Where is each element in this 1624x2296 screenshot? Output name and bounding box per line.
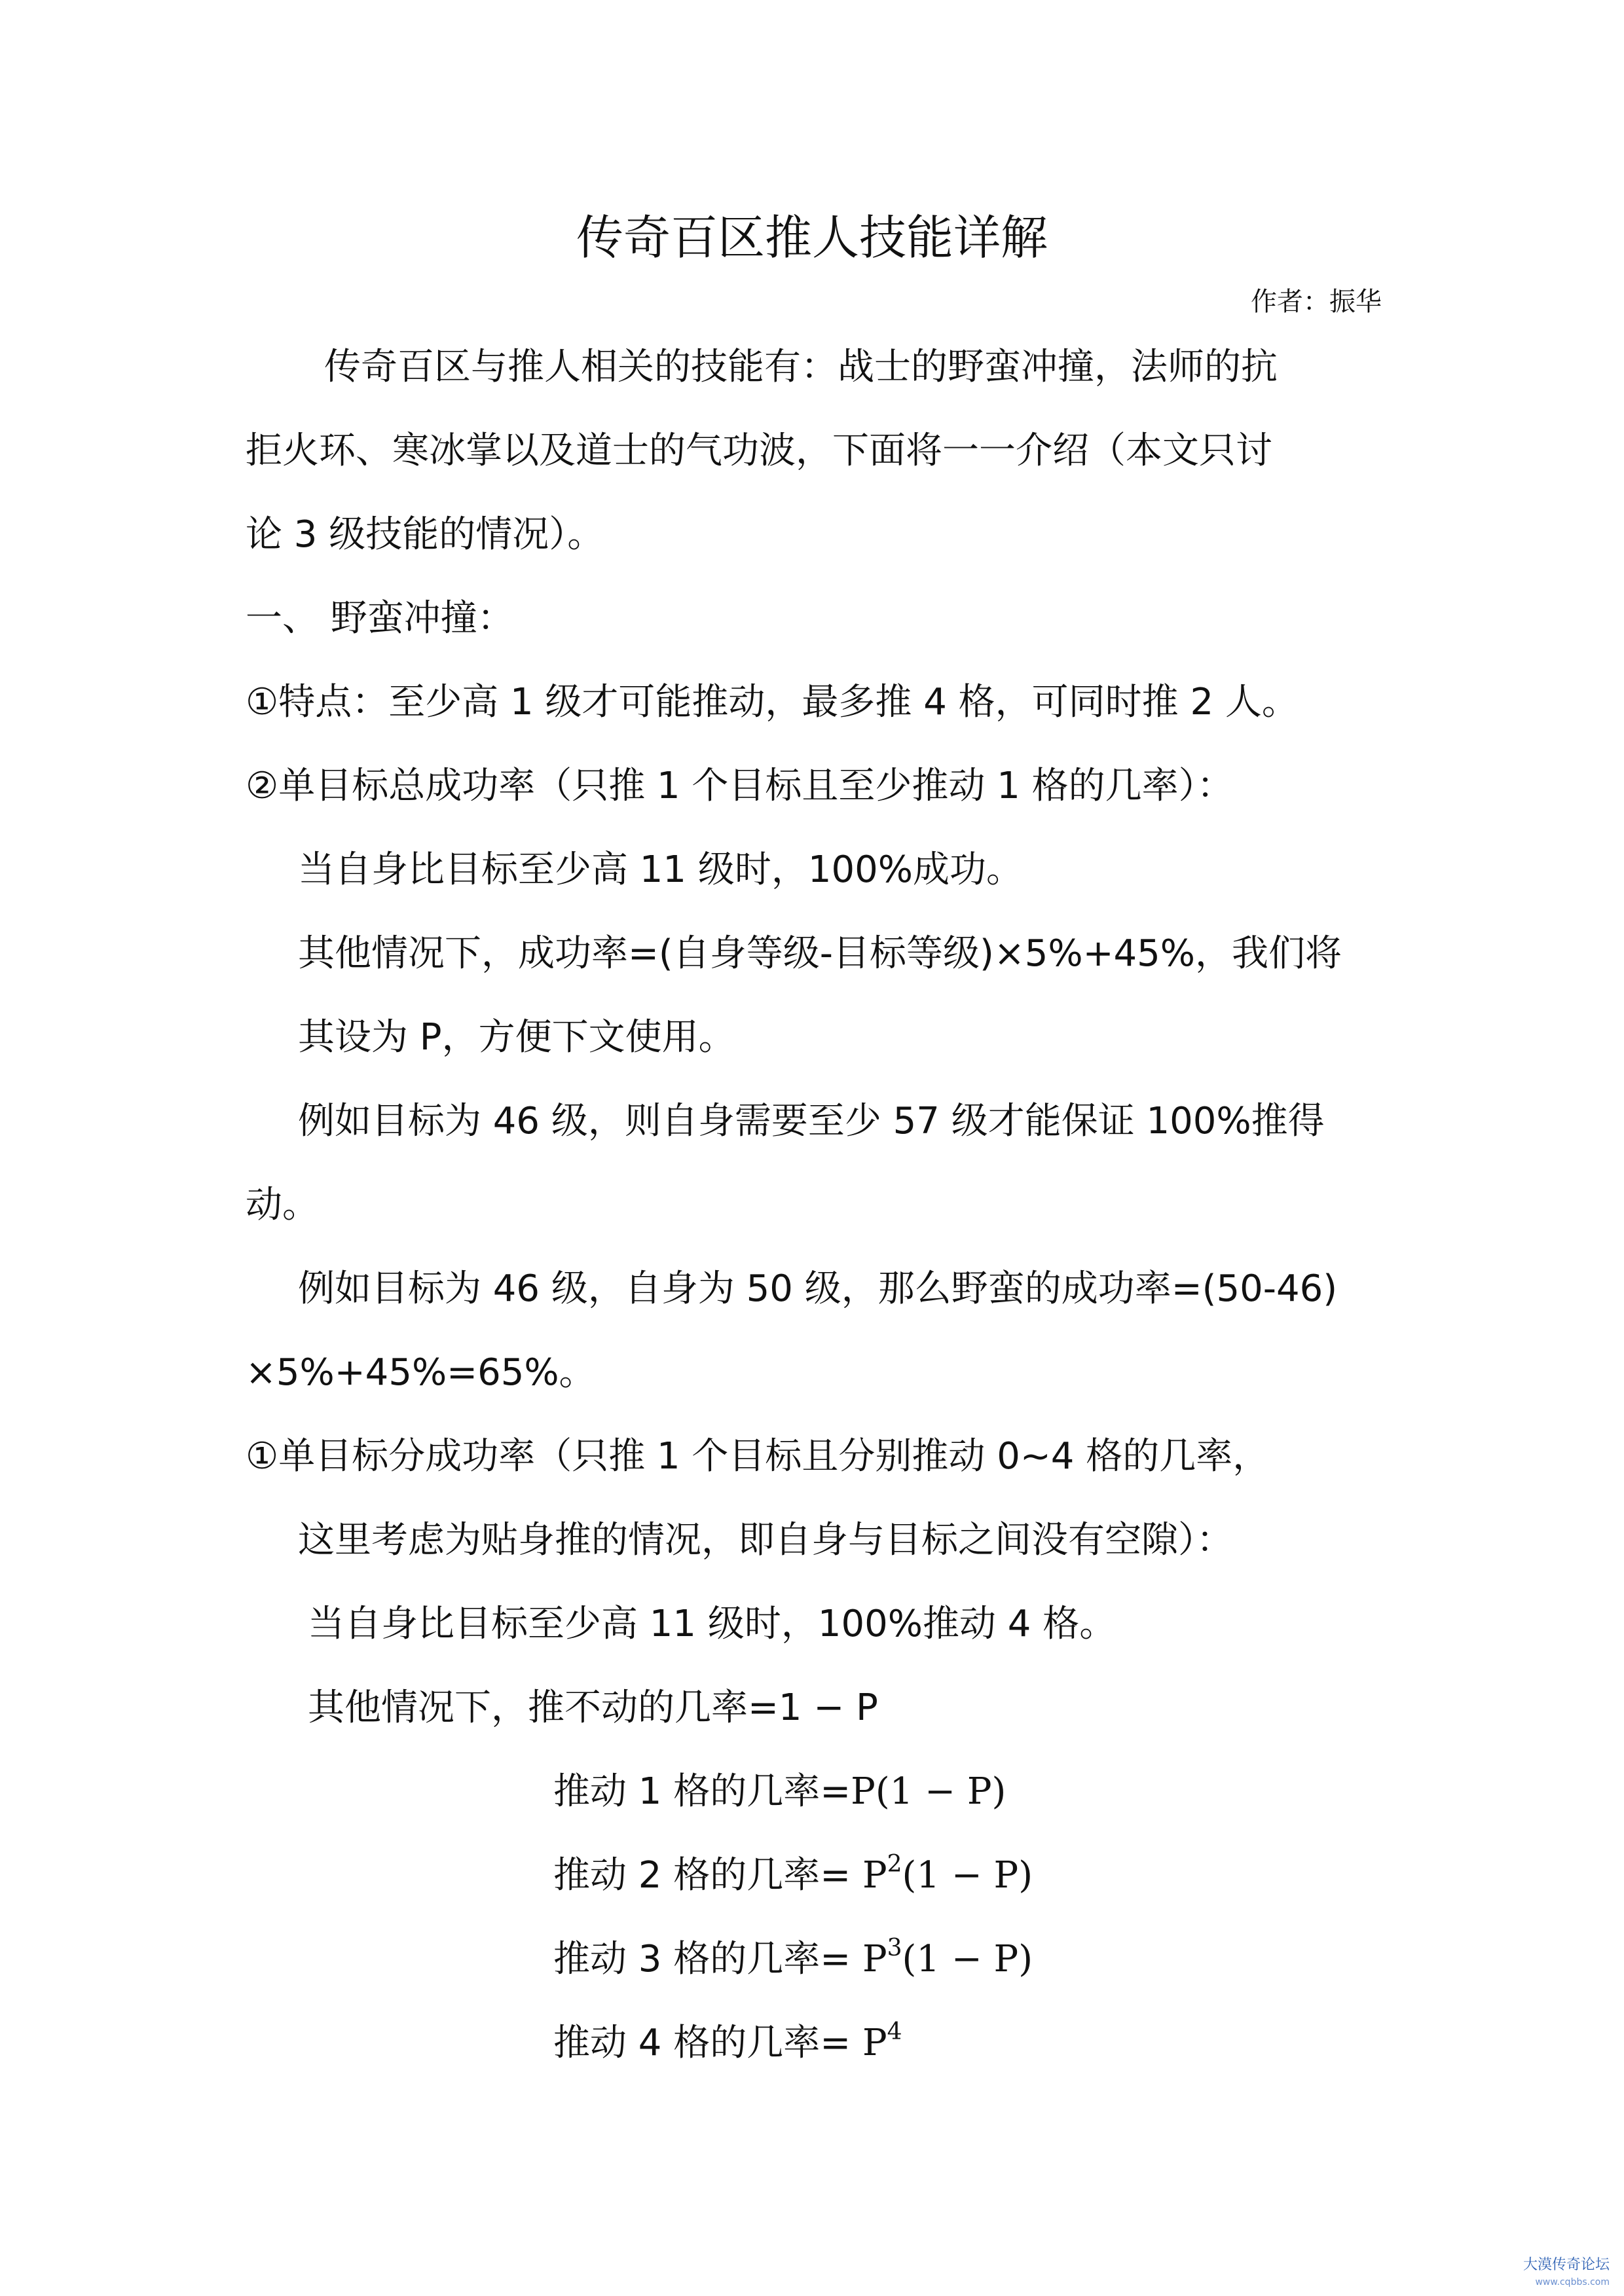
point-2-line-1: 当自身比目标至少高 11 级时，100%成功。 (298, 848, 1023, 891)
document-title: 传奇百区推人技能详解 (576, 210, 1048, 265)
watermark-text: 大漠传奇论坛 (1522, 2257, 1610, 2273)
author-line: 作者：振华 (1251, 287, 1382, 317)
point-3-line-2: 其他情况下，推不动的几率=1 − P (308, 1686, 878, 1729)
point-3-heading: ①单目标分成功率（只推 1 个目标且分别推动 0~4 格的几率， (246, 1435, 1270, 1478)
point-3-continuation: 这里考虑为贴身推的情况，即自身与目标之间没有空隙）： (298, 1519, 1233, 1561)
formula-push-3 (553, 1937, 1033, 1982)
formula-expr: P (862, 1938, 887, 1980)
watermark-url: www.cqbbs.com (1535, 2277, 1610, 2287)
watermark (1523, 2257, 1610, 2291)
formula-push-2 (553, 1853, 1033, 1899)
intro-line-2: 拒火环、寒冰掌以及道士的气功波，下面将一一介绍（本文只讨 (246, 429, 1272, 472)
formula-tail: (1 − P) (902, 1854, 1033, 1897)
point-2-line-2: 其他情况下，成功率=(自身等级-目标等级)×5%+45%，我们将 (298, 932, 1342, 975)
formula-expr: P (862, 1854, 887, 1897)
point-2-line-4: 例如目标为 46 级，则自身需要至少 57 级才能保证 100%推得 (298, 1100, 1325, 1142)
formula-tail: (1 − P) (902, 1938, 1033, 1980)
formula-exponent: 3 (887, 1935, 902, 1961)
formula-push-4 (553, 2020, 902, 2066)
intro-line-1: 传奇百区与推人相关的技能有：战士的野蛮冲撞，法师的抗 (324, 346, 1278, 388)
point-3-line-1: 当自身比目标至少高 11 级时，100%推动 4 格。 (308, 1603, 1116, 1645)
formula-expr: P (862, 2022, 887, 2064)
formula-push-1 (553, 1769, 1006, 1815)
point-2-line-5: 动。 (246, 1184, 319, 1226)
point-1-features: ①特点：至少高 1 级才可能推动，最多推 4 格，可同时推 2 人。 (246, 681, 1299, 723)
point-2-line-3: 其设为 P，方便下文使用。 (298, 1016, 735, 1059)
intro-line-3: 论 3 级技能的情况）。 (246, 513, 604, 556)
point-2-line-7: ×5%+45%=65%。 (246, 1351, 596, 1394)
formula-label: 推动 4 格的几率= (553, 2022, 862, 2064)
formula-expr: P(1 − P) (851, 1770, 1006, 1813)
formula-exponent: 2 (887, 1851, 902, 1878)
formula-label: 推动 3 格的几率= (553, 1938, 862, 1980)
section-heading: 一、 野蛮冲撞： (246, 597, 514, 640)
point-2-heading: ②单目标总成功率（只推 1 个目标且至少推动 1 格的几率）： (246, 765, 1234, 807)
formula-label: 推动 1 格的几率= (553, 1770, 851, 1813)
formula-label: 推动 2 格的几率= (553, 1854, 862, 1897)
point-2-line-6: 例如目标为 46 级，自身为 50 级，那么野蛮的成功率=(50-46) (298, 1267, 1338, 1310)
formula-exponent: 4 (887, 2018, 902, 2045)
